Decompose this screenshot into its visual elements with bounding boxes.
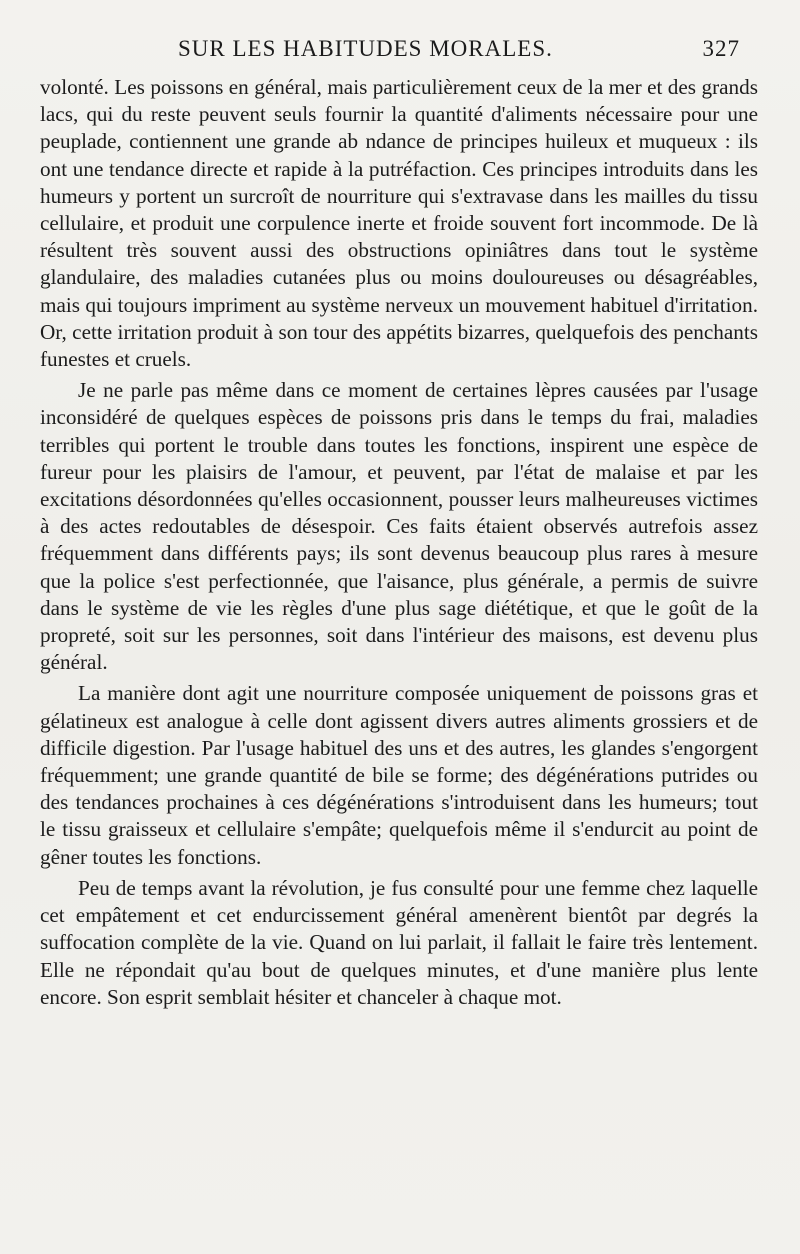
running-title: SUR LES HABITUDES MORALES.: [178, 36, 553, 61]
paragraph-3: La manière dont agit une nourriture composée uniquement de poissons gras et gélatineux est analogue à celle dont agissent divers autres aliments grossiers et de difficile digestion. Par l'usage habituel des uns et des autres, les glandes s'engorgent fréquemment; une grande quantité de bile se forme; des dégénérations putrides ou des tendances prochaines à ces dégénérations s'introduisent dans les humeurs; tout le tissu graisseux et cellulaire s'empâte; quelquefois même il s'endurcit au point de gêner toutes les fonctions.: [40, 681, 758, 869]
paragraph-2: Je ne parle pas même dans ce moment de certaines lèpres causées par l'usage inconsidéré de quelques espèces de poissons pris dans le temps du frai, maladies terribles qui portent le trouble dans toutes les fonctions, inspirent une espèce de fureur pour les plaisirs de l'amour, et peuvent, par l'état de malaise et par les excitations désordonnées qu'elles occasionnent, pousser leurs malheureuses victimes à des actes redoutables de désespoir. Ces faits étaient observés autrefois assez fréquemment dans différents pays; ils sont devenus beaucoup plus rares à mesure que la police s'est perfectionnée, que l'aisance, plus générale, a permis de suivre dans le système de vie les règles d'une plus sage diététique, et que le goût de la propreté, soit sur les personnes, soit dans l'intérieur des maisons, est devenu plus général.: [40, 378, 758, 675]
page-number: 327: [702, 36, 740, 61]
paragraph-1: volonté. Les poissons en général, mais particulièrement ceux de la mer et des grands lacs, qui du reste peuvent seuls fournir la quantité d'aliments nécessaire pour une peuplade, contiennent une grande ab ndance de principes huileux et muqueux : ils ont une tendance directe et rapide à la putréfaction. Ces principes introduits dans les humeurs y portent un surcroît de nourriture qui s'extravase dans les mailles du tissu cellulaire, et produit une corpulence inerte et froide souvent fort incommode. De là résultent très souvent aussi des obstructions opiniâtres dans tout le système glandulaire, des maladies cutanées plus ou moins douloureuses ou désagréables, mais qui toujours impriment au système nerveux un mouvement habituel d'irritation. Or, cette irritation produit à son tour des appétits bizarres, quelquefois des penchants funestes et cruels.: [40, 75, 758, 372]
paragraph-4: Peu de temps avant la révolution, je fus consulté pour une femme chez laquelle cet empâtement et cet endurcissement général amenèrent bientôt par degrés la suffocation complète de la vie. Quand on lui parlait, il fallait le faire très lentement. Elle ne répondait qu'au bout de quelques minutes, et d'une manière plus lente encore. Son esprit semblait hésiter et chanceler à chaque mot.: [40, 875, 758, 1009]
body-text: [40, 74, 758, 1011]
page-header: [60, 36, 740, 70]
